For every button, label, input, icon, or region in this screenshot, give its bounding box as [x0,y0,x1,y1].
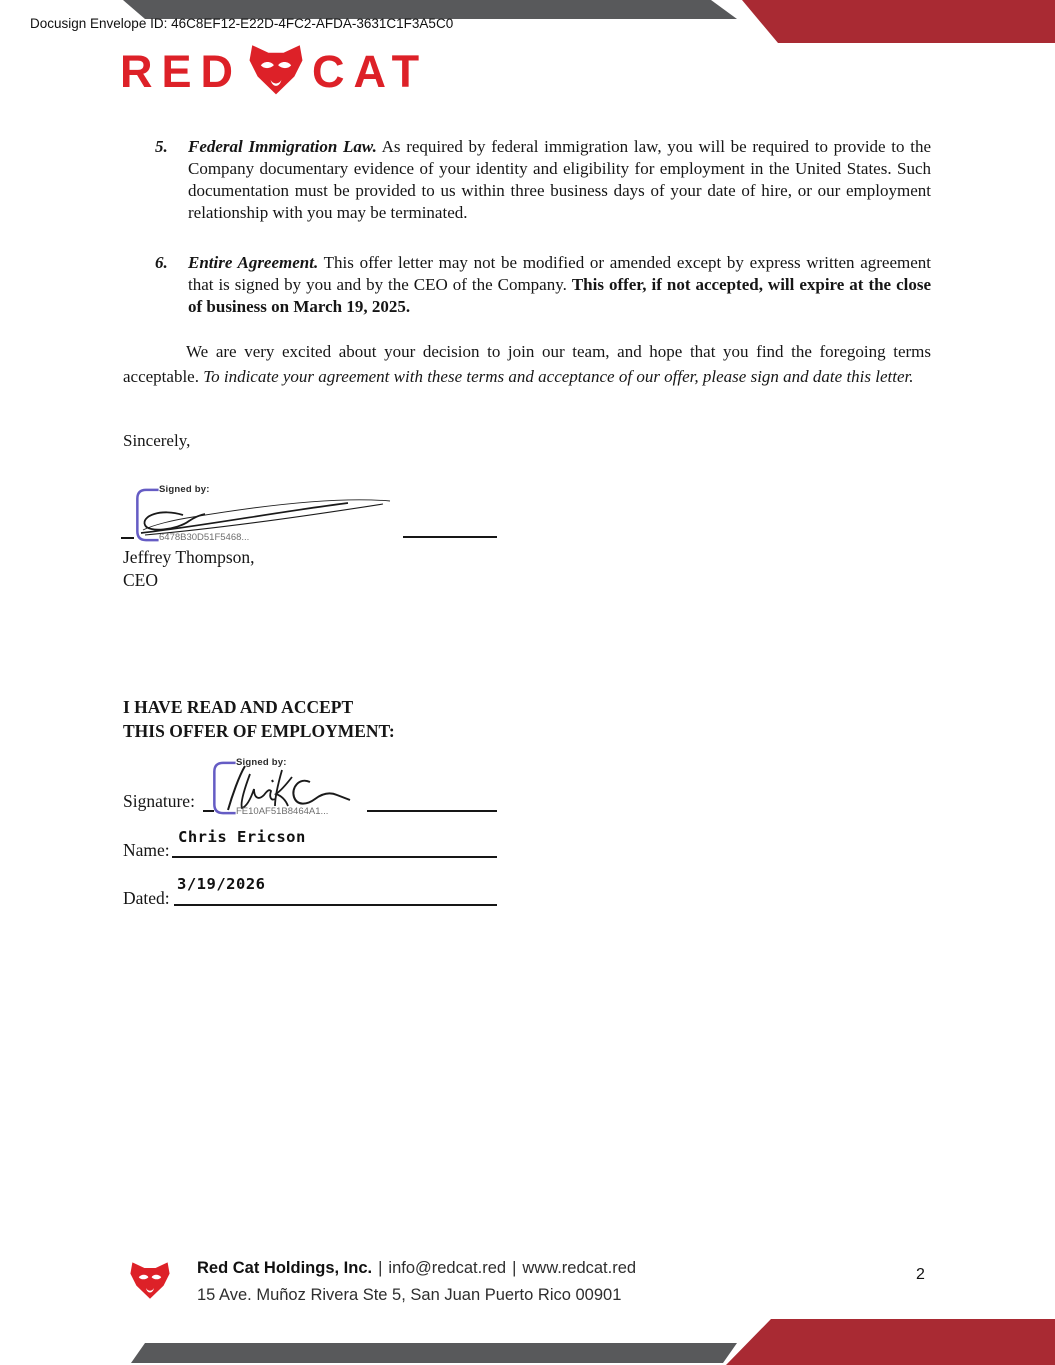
acceptance-heading [123,696,395,743]
signer-signature-id: FE10AF51B8464A1... [236,806,329,817]
ceo-signed-by-label: Signed by: [159,484,210,495]
footer-website: www.redcat.red [522,1259,637,1277]
closing-italic: To indicate your agreement with these terms and acceptance of our offer, please sign and date this letter. [203,367,914,386]
paragraph-6-bold-tail: This offer, if not accepted, will expire at the close of business on March 19, 2025. [188,275,931,316]
dated-underline [174,904,497,906]
ceo-title: CEO [123,570,158,590]
ceo-signature-line-start [121,537,134,539]
acceptance-heading-line1: I HAVE READ AND ACCEPT [123,697,354,717]
footer-separator: | [378,1259,383,1277]
cat-face-icon [248,42,304,96]
footer-address: 15 Ave. Muñoz Rivera Ste 5, San Juan Puerto Rico 00901 [197,1286,622,1304]
signature-line [367,810,497,812]
paragraph-5-number: 5. [155,137,168,156]
ceo-signature-id: 6478B30D51F5468... [159,532,250,543]
valediction: Sincerely, [123,431,191,450]
signer-signed-by-label: Signed by: [236,757,287,768]
footer-separator: | [512,1259,517,1277]
dated-value: 3/19/2026 [177,875,266,893]
paragraph-6 [155,252,931,318]
logo-word-cat: CAT [312,45,429,97]
paragraph-5-title: Federal Immigration Law. [188,137,377,156]
ceo-signature-line [403,536,497,538]
cat-face-icon [130,1256,170,1304]
footer-line1 [197,1255,636,1282]
page-number: 2 [916,1266,925,1283]
closing-paragraph [123,339,931,389]
name-value: Chris Ericson [178,828,306,846]
acceptance-heading-line2: THIS OFFER OF EMPLOYMENT: [123,720,395,741]
name-label: Name: [123,840,170,860]
paragraph-6-text [188,252,931,318]
paragraph-5-text [188,136,931,224]
paragraph-6-title: Entire Agreement. [188,253,319,272]
footer-company: Red Cat Holdings, Inc. [197,1259,373,1277]
signer-signature-scribble [222,764,354,812]
ceo-name: Jeffrey Thompson, [123,547,255,567]
paragraph-5-body: As required by federal immigration law, you will be required to provide to the Company documentary evidence of your identity and eligibility for employment in the United States. Such documentation must be provided to us within three business days of your date of hire, or our employment relationship with you may be terminated. [188,137,931,222]
docusign-envelope-id: Docusign Envelope ID: 46C8EF12-E22D-4FC2-AFDA-3631C1F3A5C0 [30,16,454,31]
signature-label: Signature: [123,791,195,811]
paragraph-6-number: 6. [155,253,168,272]
name-underline [172,856,497,858]
footer-text [197,1255,636,1309]
closing-normal: We are very excited about your decision to join our team, and hope that you find the foregoing terms acceptable. [123,342,931,386]
paragraph-6-body: This offer letter may not be modified or amended except by express written agreement that is signed by you and by the CEO of the Company. [188,253,931,294]
paragraph-5 [155,136,931,224]
logo-word-red: RED [120,45,243,97]
footer-email: info@redcat.red [388,1259,507,1277]
signature-line-start [203,810,214,812]
redcat-logo [120,42,428,100]
dated-label: Dated: [123,888,170,908]
